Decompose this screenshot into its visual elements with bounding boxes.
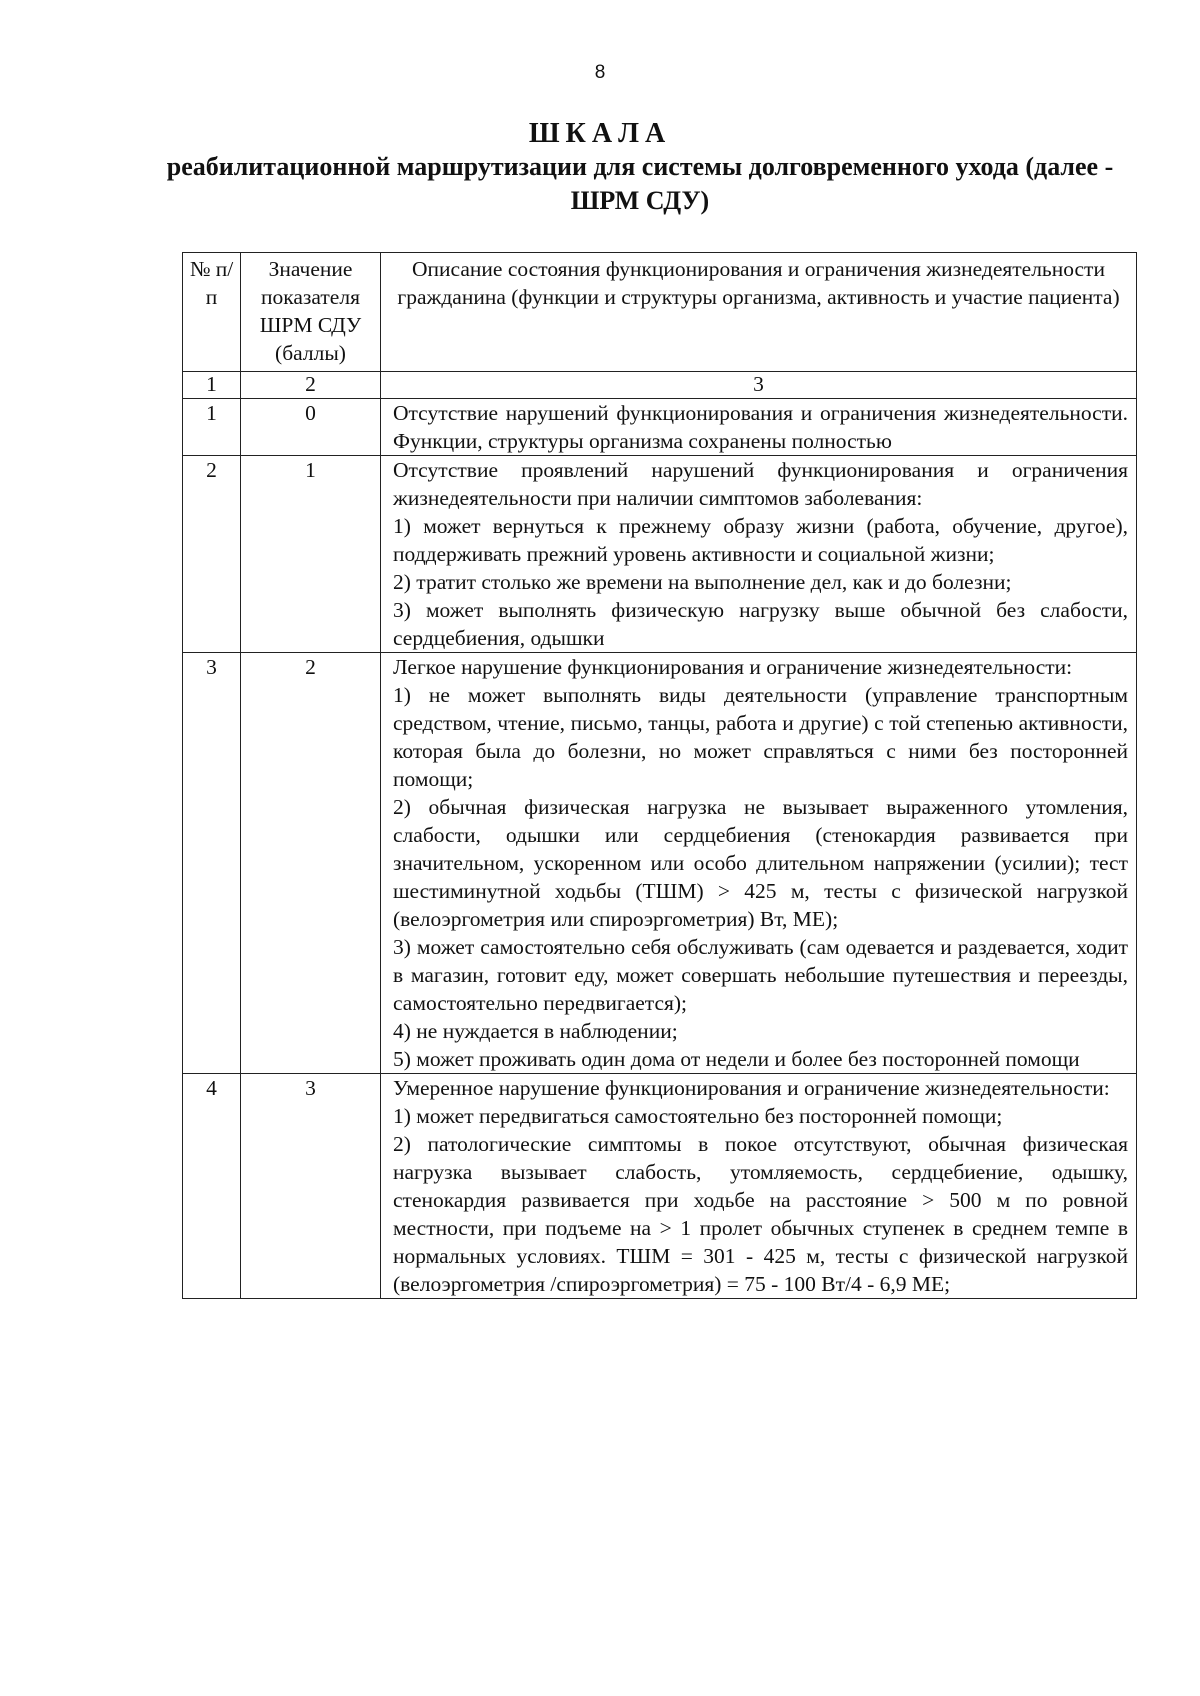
header-score: Значение показателя ШРМ СДУ (баллы) <box>241 253 381 372</box>
row-score: 3 <box>241 1074 381 1299</box>
table-row <box>183 653 1137 1074</box>
header-number: № п/п <box>183 253 241 372</box>
row-score: 2 <box>241 653 381 1074</box>
description-paragraph: 1) не может выполнять виды деятельности (управление транспортным средством, чтение, письмо, танцы, работа и другие) с той степенью активности, которая была до болезни, но может справляться с ними без посторонней помощи; <box>393 683 1128 791</box>
row-number: 3 <box>183 653 241 1074</box>
description-paragraph: 4) не нуждается в наблюдении; <box>393 1019 678 1043</box>
table-row <box>183 1074 1137 1299</box>
description-paragraph: Легкое нарушение функционирования и ограничение жизнедеятельности: <box>393 655 1073 679</box>
description-paragraph: Отсутствие проявлений нарушений функционирования и ограничения жизнедеятельности при наличии симптомов заболевания: <box>393 458 1128 510</box>
header-description: Описание состояния функционирования и ограничения жизнедеятельности гражданина (функции и структуры организма, активность и участие пациента) <box>381 253 1137 372</box>
row-number: 1 <box>183 399 241 456</box>
column-number: 1 <box>183 372 241 399</box>
scale-table <box>182 252 1137 1299</box>
row-number: 2 <box>183 456 241 653</box>
description-paragraph: Умеренное нарушение функционирования и ограничение жизнедеятельности: <box>393 1076 1110 1100</box>
description-paragraph: 2) патологические симптомы в покое отсутствуют, обычная физическая нагрузка вызывает слабость, утомляемость, сердцебиение, одышку, стенокардия развивается при ходьбе на расстояние > 500 м по ровной местности, при подъеме на > 1 пролет обычных ступенек в среднем темпе в нормальных условиях. ТШМ = 301 - 425 м, тесты с физической нагрузкой (велоэргометрия /спироэргометрия) = 75 - 100 Вт/4 - 6,9 МЕ; <box>393 1132 1128 1296</box>
document-title: ШКАЛА <box>528 118 672 149</box>
document-subtitle: реабилитационной маршрутизации для системы долговременного ухода (далее - ШРМ СДУ) <box>166 152 1114 215</box>
row-description <box>381 653 1137 1074</box>
row-description <box>381 399 1137 456</box>
table-row <box>183 456 1137 653</box>
description-paragraph: 5) может проживать один дома от недели и более без посторонней помощи <box>393 1047 1080 1071</box>
row-score: 1 <box>241 456 381 653</box>
row-number: 4 <box>183 1074 241 1299</box>
column-numbers-row <box>183 372 1137 399</box>
column-number: 2 <box>241 372 381 399</box>
row-score: 0 <box>241 399 381 456</box>
page-number: 8 <box>594 62 606 83</box>
row-description <box>381 1074 1137 1299</box>
description-paragraph: Отсутствие нарушений функционирования и ограничения жизнедеятельности. Функции, структуры организма сохранены полностью <box>393 401 1128 453</box>
table-row <box>183 399 1137 456</box>
description-paragraph: 3) может выполнять физическую нагрузку выше обычной без слабости, сердцебиения, одышки <box>393 598 1128 650</box>
column-number: 3 <box>381 372 1137 399</box>
description-paragraph: 1) может вернуться к прежнему образу жизни (работа, обучение, другое), поддерживать прежний уровень активности и социальной жизни; <box>393 514 1128 566</box>
description-paragraph: 2) обычная физическая нагрузка не вызывает выраженного утомления, слабости, одышки или сердцебиения (стенокардия развивается при значительном, ускоренном или особо длительном напряжении (усилии); тест шестиминутной ходьбы (ТШМ) > 425 м, тесты с физической нагрузкой (велоэргометрия или спироэргометрия) Вт, МЕ); <box>393 795 1128 931</box>
table-header-row <box>183 253 1137 372</box>
description-paragraph: 3) может самостоятельно себя обслуживать (сам одевается и раздевается, ходит в магазин, готовит еду, может совершать небольшие путешествия и переезды, самостоятельно передвигается); <box>393 935 1128 1015</box>
description-paragraph: 1) может передвигаться самостоятельно без посторонней помощи; <box>393 1104 1003 1128</box>
row-description <box>381 456 1137 653</box>
description-paragraph: 2) тратит столько же времени на выполнение дел, как и до болезни; <box>393 570 1012 594</box>
